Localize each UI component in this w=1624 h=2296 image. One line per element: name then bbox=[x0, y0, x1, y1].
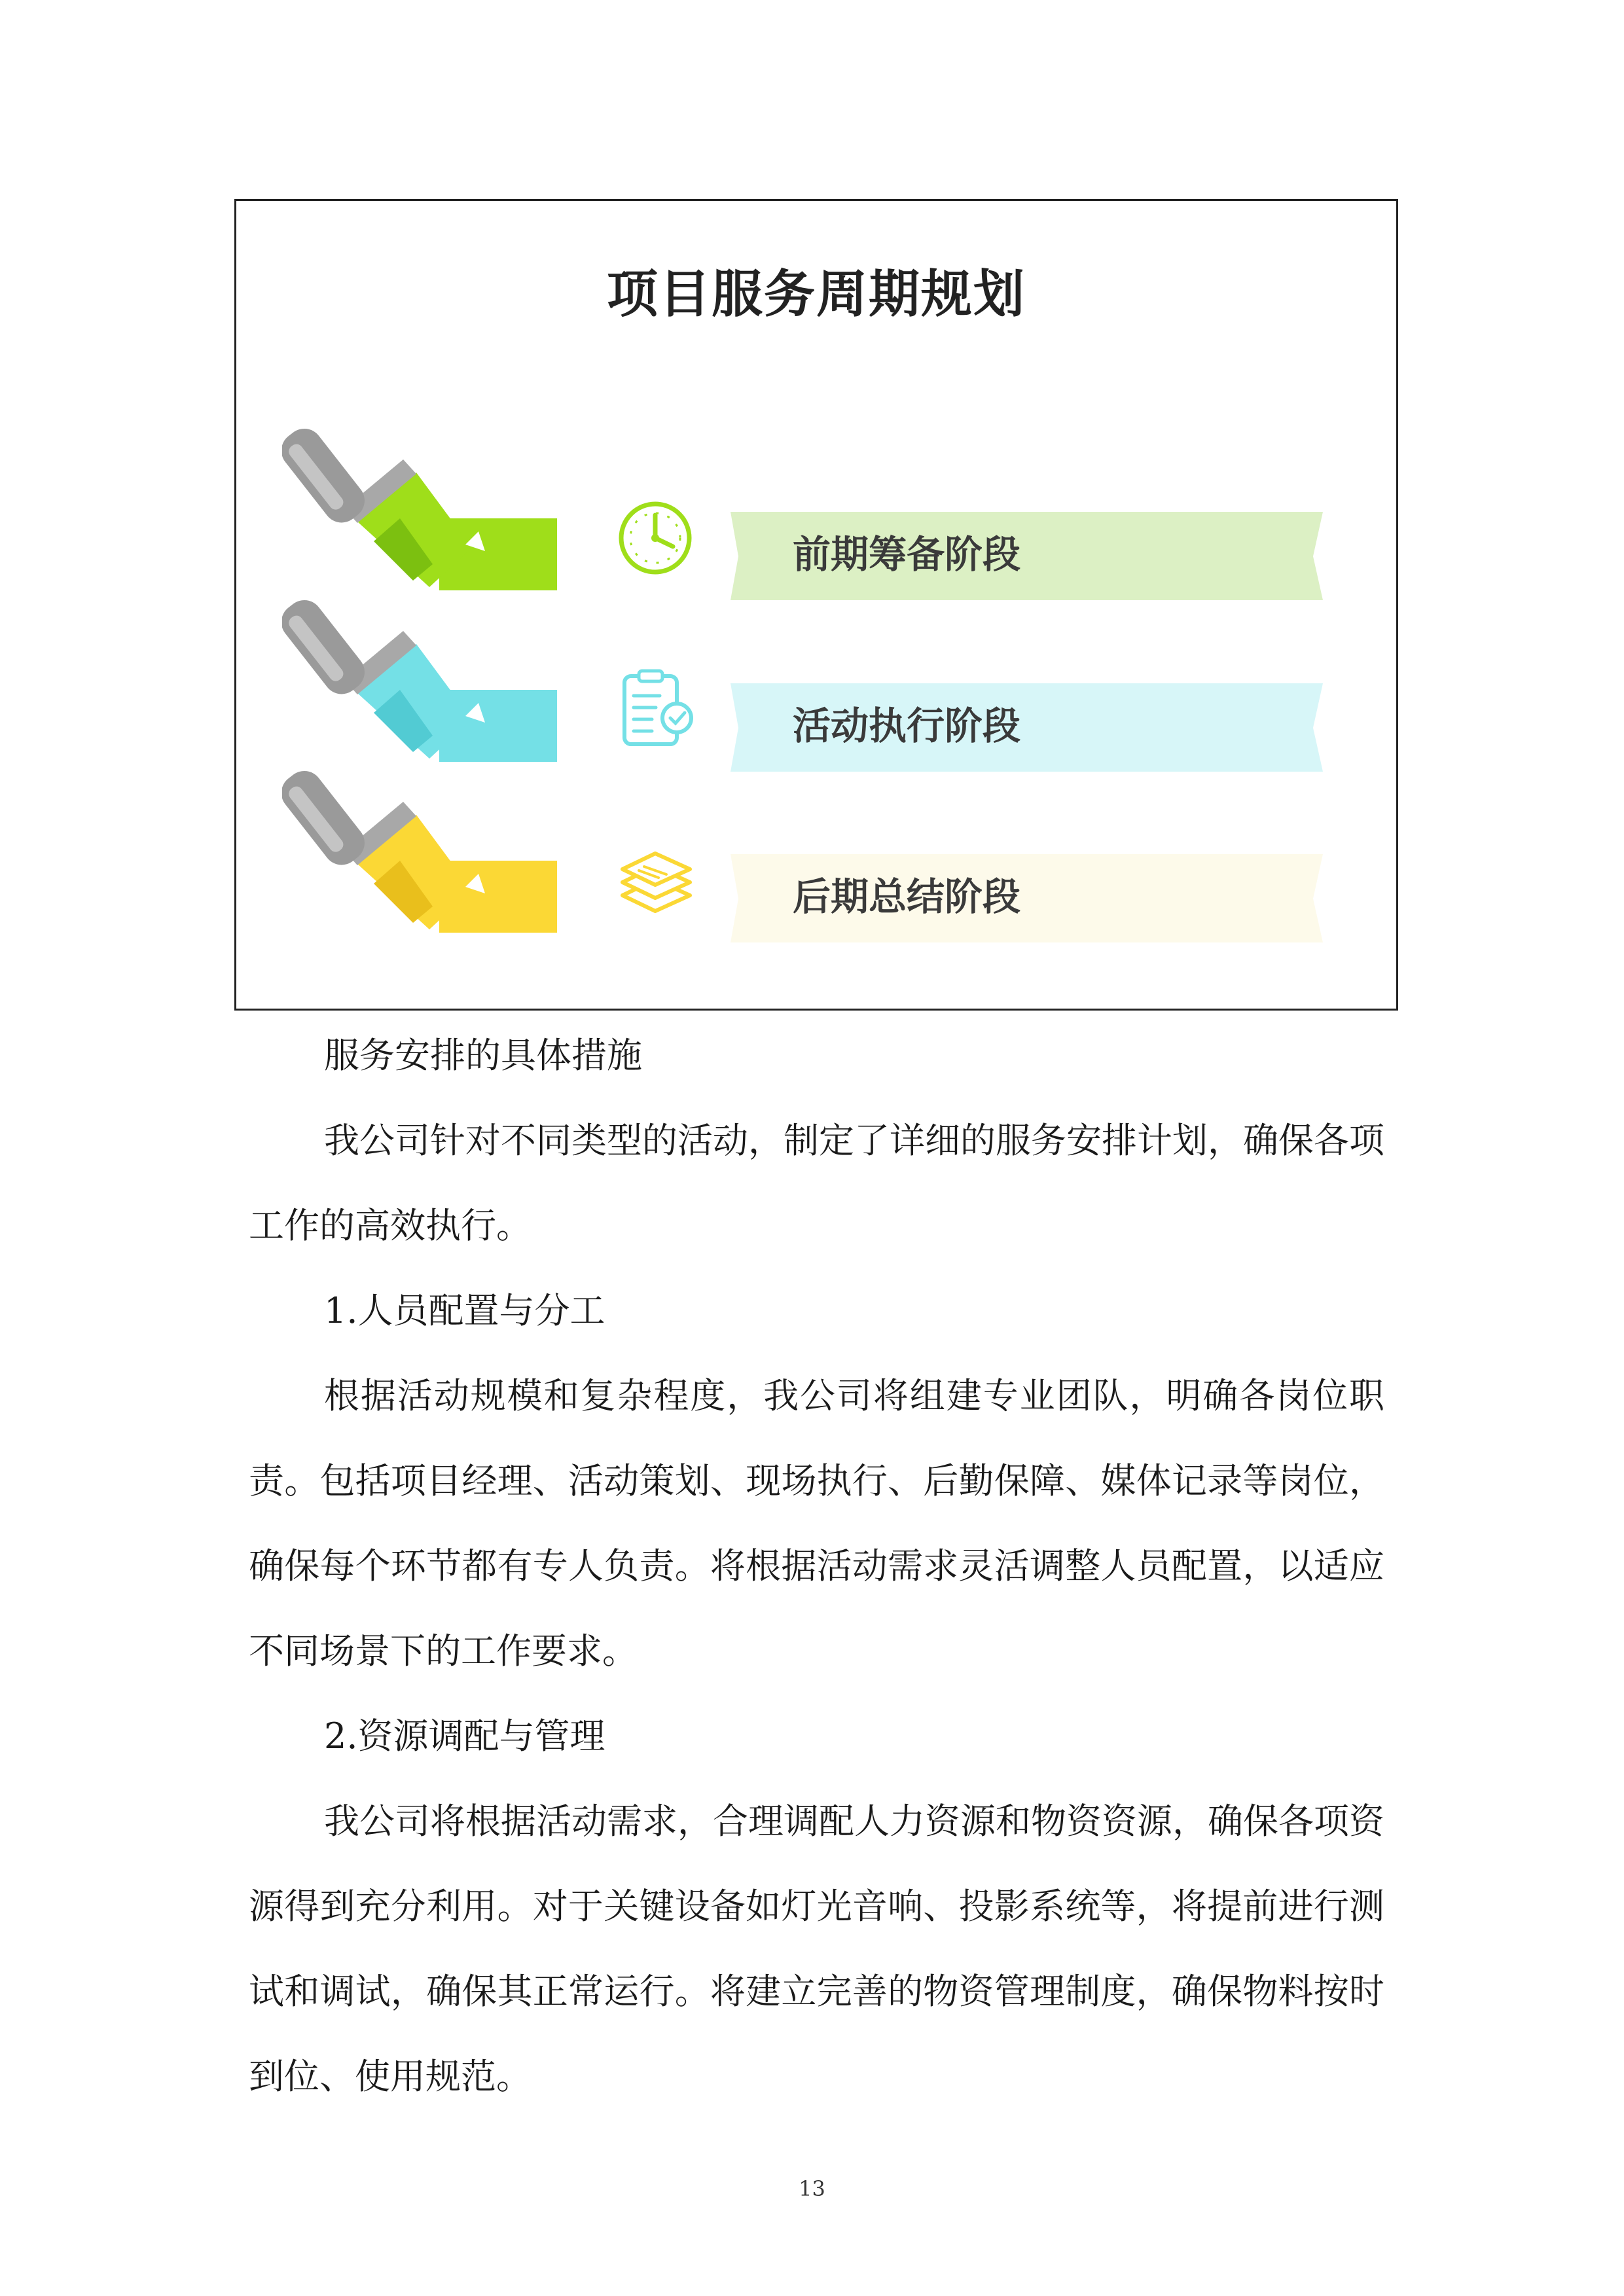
document-checklist-icon bbox=[613, 667, 698, 752]
paragraph: 我公司针对不同类型的活动，制定了详细的服务安排计划，确保各项工作的高效执行。 bbox=[249, 1120, 1384, 1246]
stage-preparation bbox=[236, 427, 1396, 584]
stage-label: 活动执行阶段 bbox=[793, 704, 1021, 748]
paragraph: 根据活动规模和复杂程度，我公司将组建专业团队，明确各岗位职责。包括项目经理、活动策划、现场执行、后勤保障、媒体记录等岗位，确保每个环节都有专人负责。将根据活动需求灵活调整人员配置，以适应不同场景下的工作要求。 bbox=[249, 1375, 1384, 1672]
document-body bbox=[249, 1013, 1384, 2119]
service-cycle-figure bbox=[234, 199, 1398, 1011]
yellow-paintbrush-icon bbox=[282, 769, 557, 933]
page-number: 13 bbox=[799, 2176, 825, 2201]
stage-summary bbox=[236, 769, 1396, 926]
subsection-heading: 2.资源调配与管理 bbox=[324, 1715, 605, 1757]
stage-label: 后期总结阶段 bbox=[793, 874, 1021, 919]
green-paintbrush-icon bbox=[282, 427, 557, 590]
section-heading: 服务安排的具体措施 bbox=[324, 1035, 642, 1076]
stacked-papers-icon bbox=[613, 838, 698, 923]
stage-label: 前期筹备阶段 bbox=[793, 532, 1021, 577]
paragraph: 我公司将根据活动需求，合理调配人力资源和物资资源，确保各项资源得到充分利用。对于关键设备如灯光音响、投影系统等，将提前进行测试和调试，确保其正常运行。将建立完善的物资管理制度，确保物料按时到位、使用规范。 bbox=[249, 1801, 1384, 2097]
subsection-heading: 1.人员配置与分工 bbox=[324, 1290, 605, 1331]
figure-title: 项目服务周期规划 bbox=[606, 265, 1026, 324]
clock-icon bbox=[613, 495, 698, 581]
stage-execution bbox=[236, 598, 1396, 755]
cyan-paintbrush-icon bbox=[282, 598, 557, 762]
